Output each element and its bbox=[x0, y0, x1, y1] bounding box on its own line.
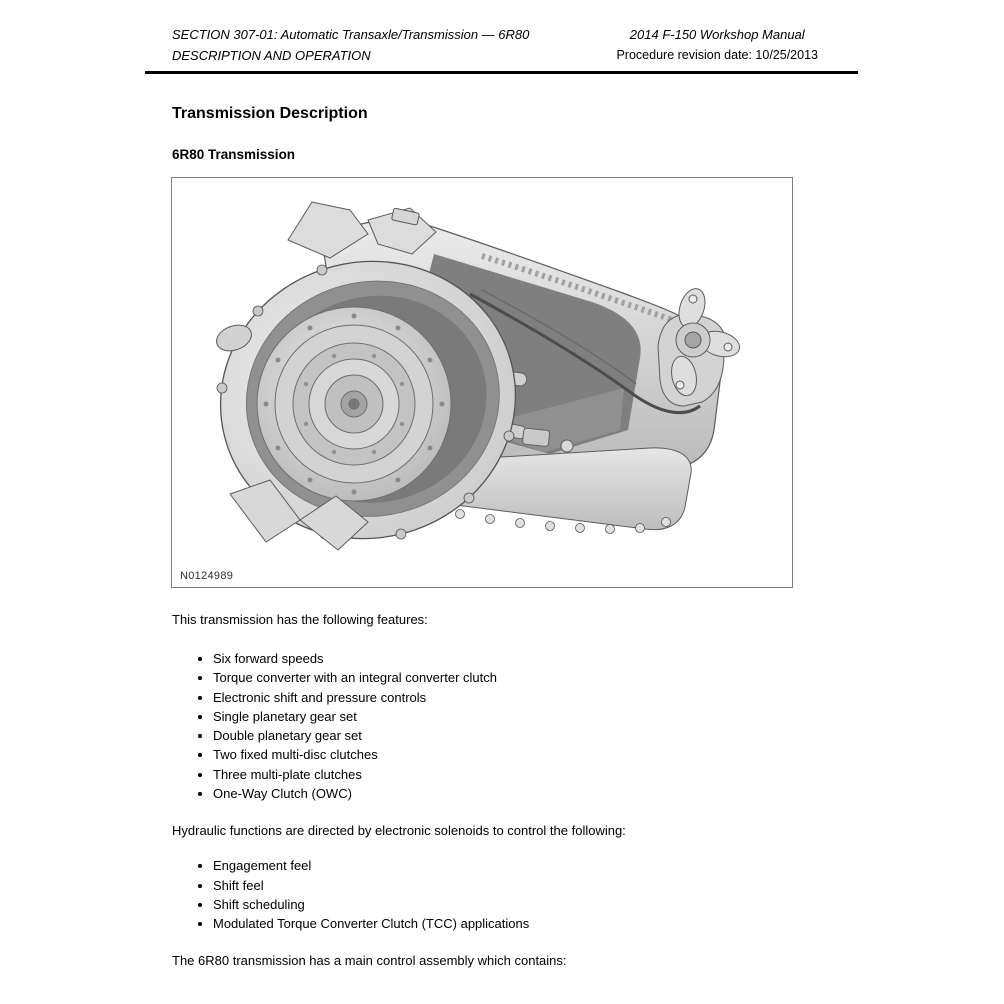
feature-item: • Three multi-plate clutches bbox=[213, 765, 1004, 784]
header-manual-block bbox=[616, 24, 818, 66]
closing-paragraph: The 6R80 transmission has a main control assembly which contains: bbox=[172, 952, 567, 968]
header-rule bbox=[145, 71, 858, 74]
section-heading: 6R80 Transmission bbox=[172, 147, 296, 162]
hydraulic-item: • Shift scheduling bbox=[213, 895, 1004, 914]
feature-item: • Electronic shift and pressure controls bbox=[213, 688, 1004, 707]
feature-item: • Single planetary gear set bbox=[213, 707, 1004, 726]
hydraulic-item: • Modulated Torque Converter Clutch (TCC) applications bbox=[213, 914, 1004, 933]
header-revision-date: Procedure revision date: 10/25/2013 bbox=[616, 48, 818, 62]
features-list bbox=[172, 649, 1004, 803]
header-section-block bbox=[172, 24, 529, 66]
hydraulics-list bbox=[172, 856, 1004, 933]
transmission-illustration bbox=[172, 178, 792, 587]
page-title: Transmission Description bbox=[172, 105, 368, 122]
feature-item: • Six forward speeds bbox=[213, 649, 1004, 668]
figure-reference-number: N0124989 bbox=[180, 570, 234, 582]
hydraulics-intro: Hydraulic functions are directed by electronic solenoids to control the following: bbox=[172, 823, 626, 839]
output-flange bbox=[658, 285, 742, 406]
header-section-title: SECTION 307-01: Automatic Transaxle/Transmission — 6R80 bbox=[172, 27, 530, 42]
page-header bbox=[0, 0, 1004, 66]
feature-item: • One-Way Clutch (OWC) bbox=[213, 784, 1004, 803]
hydraulic-item: • Engagement feel bbox=[213, 856, 1004, 875]
feature-item: • Torque converter with an integral converter clutch bbox=[213, 668, 1004, 687]
feature-item: • Double planetary gear set bbox=[213, 726, 1004, 745]
torque-converter bbox=[257, 307, 451, 501]
features-intro: This transmission has the following features: bbox=[172, 612, 428, 627]
hydraulic-item: • Shift feel bbox=[213, 876, 1004, 895]
transmission-figure bbox=[171, 177, 793, 588]
feature-item: • Two fixed multi-disc clutches bbox=[213, 745, 1004, 764]
header-manual-title: 2014 F-150 Workshop Manual bbox=[629, 27, 805, 42]
header-section-subtitle: DESCRIPTION AND OPERATION bbox=[172, 48, 371, 63]
